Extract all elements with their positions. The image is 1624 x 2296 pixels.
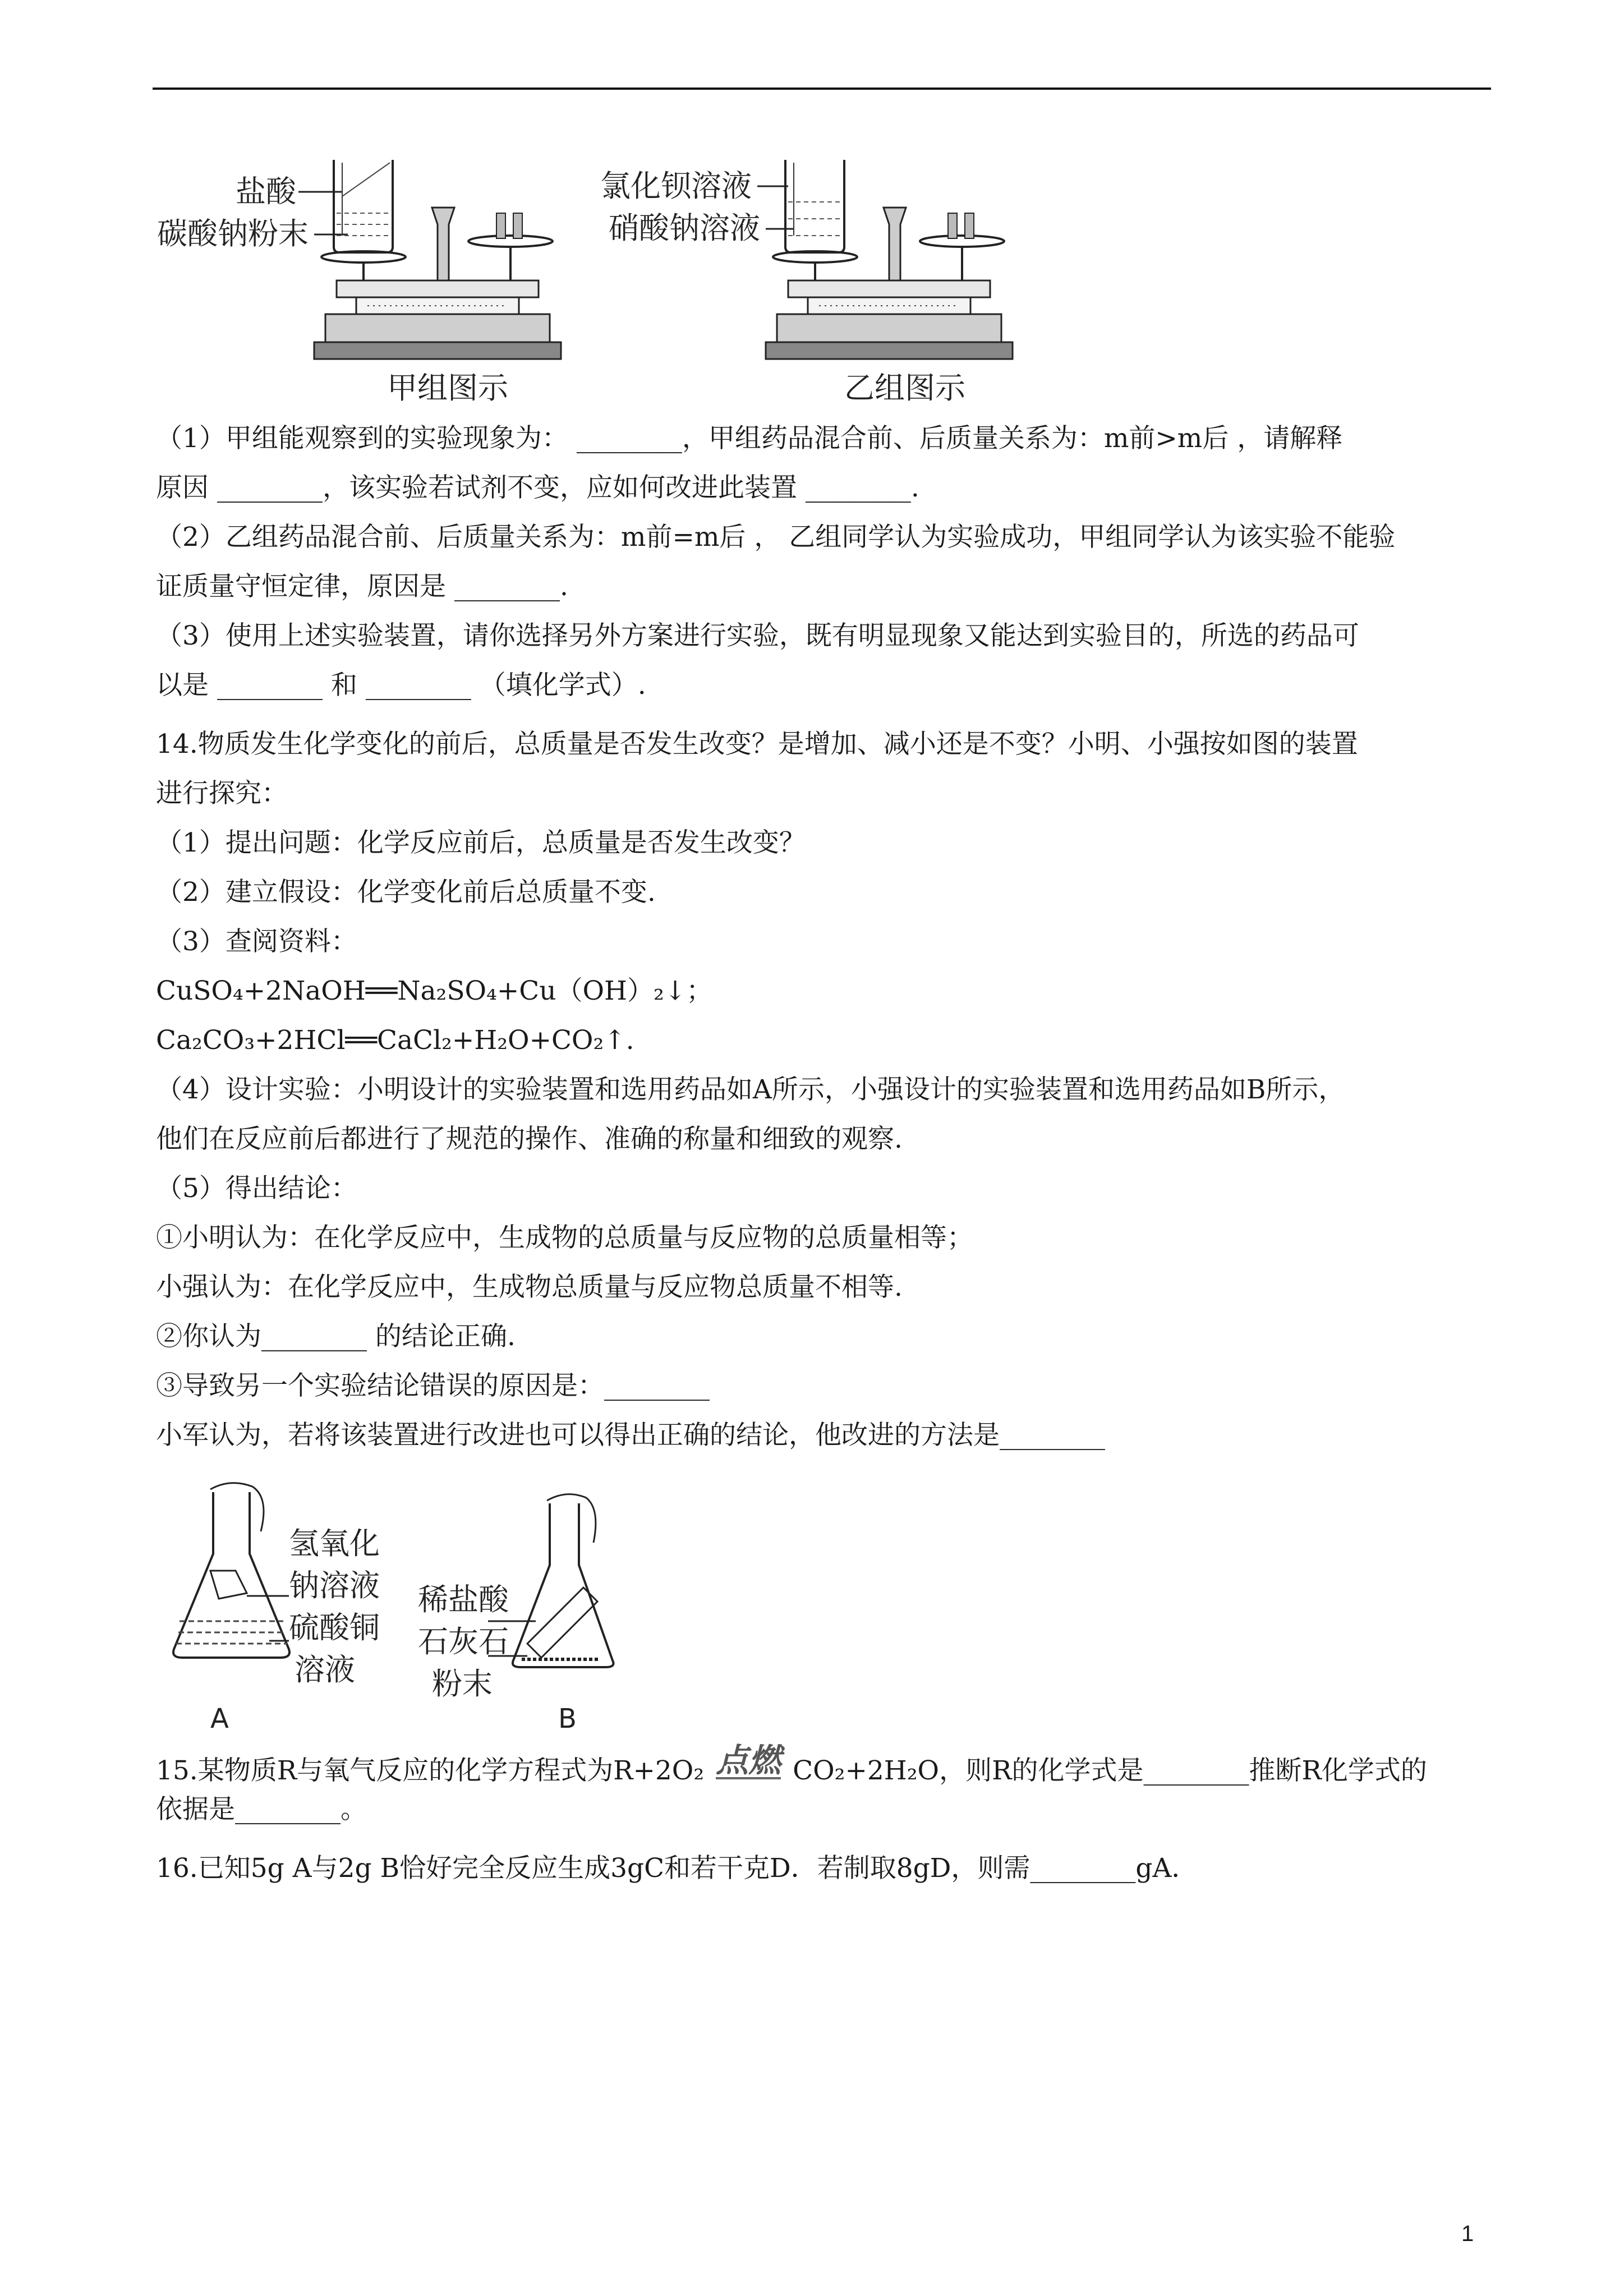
text-line: ③导致另一个实验结论错误的原因是：________ — [156, 1370, 710, 1401]
text-line: 以是 ________ 和 ________ （填化学式）. — [156, 670, 646, 701]
flask-a-label-1: 氢氧化 — [289, 1526, 380, 1561]
question-16-line: 16.已知5g A与2g B恰好完全反应生成3gC和若干克D．若制取8gD，则需________gA． — [156, 1853, 1198, 1884]
text-line: （5）得出结论： — [156, 1173, 357, 1204]
text-line: 证质量守恒定律，原因是 ________. — [156, 571, 568, 602]
text-line: 原因 ________，该实验若试剂不变，应如何改进此装置 ________. — [156, 472, 919, 503]
flask-b-label-1: 稀盐酸 — [418, 1582, 509, 1617]
page-number: 1 — [1461, 2221, 1474, 2246]
q15-after: CO₂+2H₂O，则R的化学式是________推断R化学式的 — [793, 1755, 1427, 1786]
flask-b-label-2: 石灰石 — [418, 1624, 509, 1659]
balance-a-label-2: 碳酸钠粉末 — [157, 216, 309, 251]
text-line: （2）乙组药品混合前、后质量关系为：m前=m后 ， 乙组同学认为实验成功，甲组同学认为该实验不能验 — [156, 522, 1396, 553]
text-line: 小强认为：在化学反应中，生成物总质量与反应物总质量不相等. — [156, 1272, 903, 1303]
text-line: 进行探究： — [156, 778, 288, 809]
text-line: （1）提出问题：化学反应前后，总质量是否发生改变？ — [156, 827, 806, 858]
q15-before: 15.某物质R与氧气反应的化学方程式为R+2O₂ — [156, 1755, 705, 1786]
flask-figure-b — [415, 1492, 640, 1733]
text-line: ①小明认为：在化学反应中，生成物的总质量与反应物的总质量相等； — [156, 1222, 973, 1253]
equation-line: Ca₂CO₃+2HCl══CaCl₂+H₂O+CO₂↑. — [156, 1025, 634, 1056]
flask-b-label-3: 粉末 — [432, 1666, 493, 1701]
text-line: ②你认为________ 的结论正确. — [156, 1321, 516, 1352]
text-line: （4）设计实验：小明设计的实验装置和选用药品如A所示，小强设计的实验装置和选用药品如B所示， — [156, 1074, 1345, 1105]
balance-figure-a — [151, 151, 589, 409]
flask-figure-a — [163, 1481, 410, 1733]
text-line: （1）甲组能观察到的实验现象为： ________，甲组药品混合前、后质量关系为：m前>m后 ，请解释 — [156, 423, 1343, 454]
text-line: 他们在反应前后都进行了规范的操作、准确的称量和细致的观察. — [156, 1124, 903, 1154]
question-14-line: 14.物质发生化学变化的前后，总质量是否发生改变？是增加、减小还是不变？小明、小强按如图的装置 — [156, 729, 1358, 760]
balance-b-label-1: 氯化钡溶液 — [600, 168, 752, 204]
flask-a-caption: A — [210, 1703, 229, 1733]
question-15-line — [156, 1743, 1427, 1788]
reaction-condition-ignite: 点燃 — [716, 1741, 781, 1779]
text-line: 依据是________。 — [156, 1794, 367, 1825]
balance-a-caption: 甲组图示 — [387, 370, 508, 406]
balance-figure-b — [595, 151, 1032, 409]
text-line: （2）建立假设：化学变化前后总质量不变. — [156, 877, 656, 908]
header-rule — [153, 88, 1491, 90]
flask-a-label-2: 钠溶液 — [289, 1568, 380, 1603]
balance-b-label-2: 硝酸钠溶液 — [609, 210, 760, 246]
flask-a-label-3: 硫酸铜 — [289, 1610, 380, 1645]
balance-b-caption: 乙组图示 — [844, 370, 965, 406]
equation-line: CuSO₄+2NaOH══Na₂SO₄+Cu（OH）₂↓； — [156, 976, 713, 1006]
balance-a-label-1: 盐酸 — [236, 174, 296, 209]
text-line: （3）查阅资料： — [156, 926, 357, 957]
text-line: （3）使用上述实验装置，请你选择另外方案进行实验，既有明显现象又能达到实验目的，所选的药品可 — [156, 620, 1359, 651]
flask-a-label-4: 溶液 — [295, 1652, 355, 1687]
text-line: 小军认为，若将该装置进行改进也可以得出正确的结论，他改进的方法是________ — [156, 1420, 1105, 1451]
flask-b-caption: B — [558, 1703, 577, 1733]
